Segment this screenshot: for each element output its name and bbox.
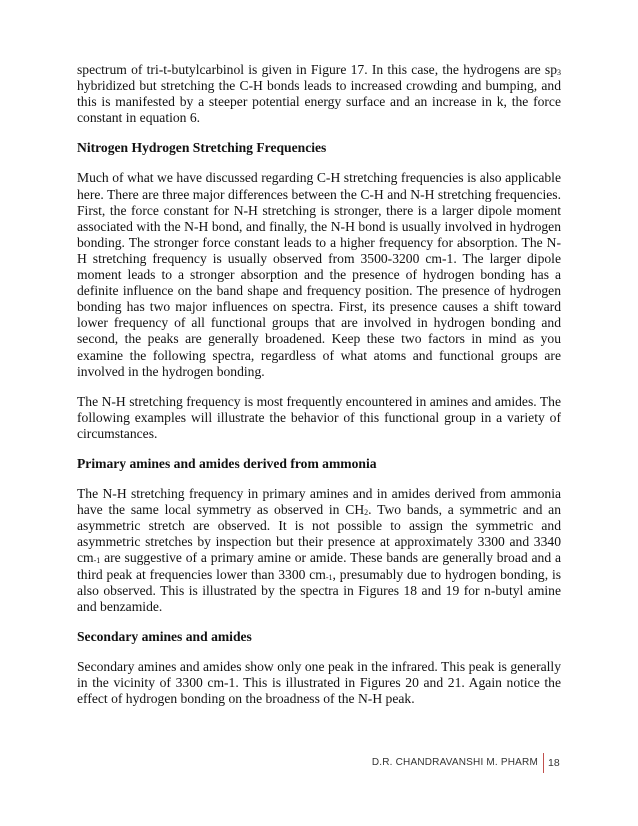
paragraph-secondary-amines: Secondary amines and amides show only one peak in the infrared. This peak is generally in the vicinity of 3300 cm-1. This is illustrated in Figures 20 and 21. Again notice the effect of hydrogen bonding on the broadness of the N-H peak. — [77, 658, 561, 707]
page-footer — [0, 753, 638, 775]
paragraph-amines-amides-intro: The N-H stretching frequency is most frequently encountered in amines and amides. The following examples will illustrate the behavior of this functional group in a variety of circumstances. — [77, 393, 561, 441]
subscript: -1 — [93, 556, 101, 566]
footer-author: D.R. CHANDRAVANSHI M. PHARM — [371, 757, 538, 768]
subscript: 3 — [557, 68, 561, 77]
subscript: 2 — [364, 508, 369, 518]
heading-nitrogen-hydrogen-stretching: Nitrogen Hydrogen Stretching Frequencies — [77, 140, 327, 156]
paragraph-tri-t-butylcarbinol: spectrum of tri-t-butylcarbinol is given in Figure 17. In this case, the hydrogens are sp3 hybridized but stretching the C-H bonds leads to increased crowding and bumping, and this is manifested by a steeper potential energy surface and an increase in k, the force constant in equation 6. — [77, 62, 561, 126]
paragraph-nh-overview: Much of what we have discussed regarding C-H stretching frequencies is also applicable here. There are three major differences between the C-H and N-H stretching frequencies. First, the force constant for N-H stretching is stronger, there is a larger dipole moment associated with the N-H bond, and finally, the N-H bond is usually involved in hydrogen bonding. The stronger force constant leads to a higher frequency for absorption. The N-H stretching frequency is usually observed from 3500-3200 cm-1. The larger dipole moment leads to a stronger absorption and the presence of hydrogen bonding has a definite influence on the band shape and frequency position. The presence of hydrogen bonding has two major influences on spectra. First, its presence causes a shift toward lower frequency of all functional groups that are involved in hydrogen bonding and second, the peaks are generally broadened. Keep these two factors in mind as you examine the following spectra, regardless of what atoms and functional groups are involved in the hydrogen bonding. — [77, 170, 561, 379]
paragraph-primary-amines: The N-H stretching frequency in primary amines and in amides derived from ammonia have the same local symmetry as observed in CH2. Two bands, a symmetric and an asymmetric stretch are observed. It is not possible to assign the symmetric and asymmetric stretches by inspection but their presence at approximately 3300 and 3340 cm-1 are suggestive of a primary amine or amide. These bands are generally broad and a third peak at frequencies lower than 3300 cm-1, presumably due to hydrogen bonding, is also observed. This is illustrated by the spectra in Figures 18 and 19 for n-butyl amine and benzamide. — [77, 486, 562, 614]
subscript: -1 — [325, 572, 333, 582]
page-body — [77, 62, 561, 721]
heading-primary-amines: Primary amines and amides derived from ammonia — [77, 455, 377, 471]
footer-divider — [543, 753, 544, 773]
page-number: 18 — [548, 757, 560, 769]
heading-secondary-amines: Secondary amines and amides — [77, 628, 252, 644]
